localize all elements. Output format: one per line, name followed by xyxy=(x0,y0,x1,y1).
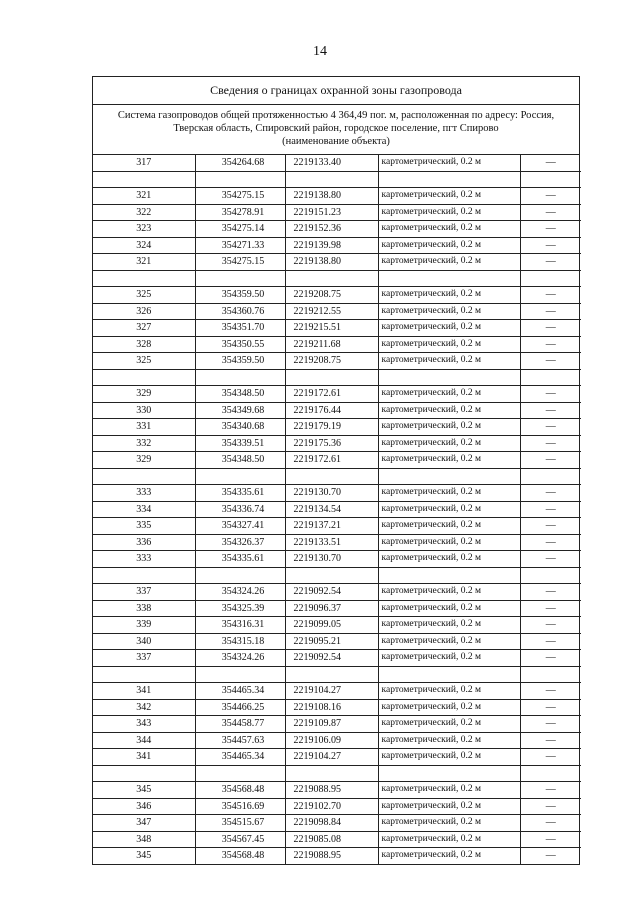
table-row xyxy=(93,254,581,271)
description-cell: — xyxy=(520,303,581,320)
description-cell: — xyxy=(520,402,581,419)
point-number-cell xyxy=(93,171,195,188)
description-cell xyxy=(520,171,581,188)
table-row xyxy=(93,386,581,403)
method-cell xyxy=(378,369,520,386)
y-coordinate-cell: 2219088.95 xyxy=(285,848,378,864)
y-coordinate-cell: 2219211.68 xyxy=(285,336,378,353)
coordinates-table xyxy=(93,155,581,864)
y-coordinate-cell: 2219208.75 xyxy=(285,287,378,304)
description-cell xyxy=(520,765,581,782)
y-coordinate-cell: 2219104.27 xyxy=(285,683,378,700)
point-number-cell: 317 xyxy=(93,155,195,171)
method-cell: картометрический, 0.2 м xyxy=(378,518,520,535)
point-number-cell xyxy=(93,369,195,386)
y-coordinate-cell: 2219138.80 xyxy=(285,188,378,205)
x-coordinate-cell: 354515.67 xyxy=(195,815,285,832)
description-cell: — xyxy=(520,650,581,667)
y-coordinate-cell xyxy=(285,270,378,287)
point-number-cell: 345 xyxy=(93,782,195,799)
y-coordinate-cell: 2219212.55 xyxy=(285,303,378,320)
table-row xyxy=(93,452,581,469)
y-coordinate-cell: 2219130.70 xyxy=(285,485,378,502)
method-cell: картометрический, 0.2 м xyxy=(378,749,520,766)
method-cell: картометрический, 0.2 м xyxy=(378,798,520,815)
x-coordinate-cell: 354457.63 xyxy=(195,732,285,749)
y-coordinate-cell: 2219092.54 xyxy=(285,584,378,601)
method-cell: картометрический, 0.2 м xyxy=(378,584,520,601)
table-row xyxy=(93,617,581,634)
x-coordinate-cell xyxy=(195,765,285,782)
x-coordinate-cell xyxy=(195,567,285,584)
description-cell: — xyxy=(520,749,581,766)
description-cell: — xyxy=(520,452,581,469)
table-row xyxy=(93,485,581,502)
description-cell: — xyxy=(520,287,581,304)
description-cell xyxy=(520,567,581,584)
y-coordinate-cell: 2219133.40 xyxy=(285,155,378,171)
table-row xyxy=(93,765,581,782)
table-row xyxy=(93,419,581,436)
table-row xyxy=(93,303,581,320)
table-row xyxy=(93,320,581,337)
method-cell: картометрический, 0.2 м xyxy=(378,683,520,700)
description-cell: — xyxy=(520,188,581,205)
description-cell: — xyxy=(545,850,556,862)
x-coordinate-cell: 354315.18 xyxy=(195,633,285,650)
x-coordinate-cell: 354466.25 xyxy=(195,699,285,716)
x-coordinate-cell: 354516.69 xyxy=(195,798,285,815)
method-cell: картометрический, 0.2 м xyxy=(378,353,520,370)
y-coordinate-cell: 2219172.61 xyxy=(285,386,378,403)
y-coordinate-cell: 2219109.87 xyxy=(285,716,378,733)
method-cell: картометрический, 0.2 м xyxy=(378,732,520,749)
method-cell: картометрический, 0.2 м xyxy=(378,485,520,502)
method-cell: картометрический, 0.2 м xyxy=(378,435,520,452)
point-number-cell: 325 xyxy=(93,287,195,304)
table-row xyxy=(93,518,581,535)
description-cell xyxy=(520,369,581,386)
description-cell xyxy=(520,270,581,287)
x-coordinate-cell: 354340.68 xyxy=(195,419,285,436)
method-cell: картометрический, 0.2 м xyxy=(378,188,520,205)
point-number-cell: 324 xyxy=(93,237,195,254)
description-cell: — xyxy=(520,254,581,271)
table-row xyxy=(93,716,581,733)
table-row xyxy=(93,848,581,864)
y-coordinate-cell: 2219108.16 xyxy=(285,699,378,716)
description-caption: (наименование объекта) xyxy=(282,136,390,147)
x-coordinate-cell: 354324.26 xyxy=(195,650,285,667)
point-number-cell: 335 xyxy=(93,518,195,535)
description-cell: — xyxy=(520,336,581,353)
point-number-cell xyxy=(93,765,195,782)
x-coordinate-cell: 354567.45 xyxy=(195,831,285,848)
method-cell: картометрический, 0.2 м xyxy=(378,287,520,304)
x-coordinate-cell: 354568.48 xyxy=(195,782,285,799)
coordinates-table-body xyxy=(93,155,581,864)
table-row xyxy=(93,369,581,386)
description-cell xyxy=(520,468,581,485)
y-coordinate-cell xyxy=(285,171,378,188)
page-number: 14 xyxy=(313,44,327,59)
y-coordinate-cell: 2219139.98 xyxy=(285,237,378,254)
x-coordinate-cell: 354359.50 xyxy=(195,287,285,304)
x-coordinate-cell: 354360.76 xyxy=(195,303,285,320)
method-cell: картометрический, 0.2 м xyxy=(378,633,520,650)
table-row xyxy=(93,584,581,601)
method-cell: картометрический, 0.2 м xyxy=(378,155,520,171)
method-cell: картометрический, 0.2 м xyxy=(378,815,520,832)
point-number-cell: 323 xyxy=(93,221,195,238)
x-coordinate-cell: 354275.15 xyxy=(195,188,285,205)
method-cell xyxy=(378,567,520,584)
y-coordinate-cell: 2219134.54 xyxy=(285,501,378,518)
y-coordinate-cell: 2219152.36 xyxy=(285,221,378,238)
description-cell: — xyxy=(520,237,581,254)
table-row xyxy=(93,633,581,650)
method-cell: картометрический, 0.2 м xyxy=(378,336,520,353)
point-number-cell: 328 xyxy=(93,336,195,353)
method-cell xyxy=(378,666,520,683)
method-cell: картометрический, 0.2 м xyxy=(378,303,520,320)
x-coordinate-cell xyxy=(195,369,285,386)
point-number-cell: 321 xyxy=(93,254,195,271)
point-number-cell: 338 xyxy=(93,600,195,617)
table-row xyxy=(93,600,581,617)
y-coordinate-cell: 2219095.21 xyxy=(285,633,378,650)
point-number-cell xyxy=(93,468,195,485)
description-cell: — xyxy=(520,716,581,733)
y-coordinate-cell xyxy=(285,369,378,386)
description-cell: — xyxy=(520,600,581,617)
method-cell: картометрический, 0.2 м xyxy=(378,551,520,568)
description-line-1: Система газопроводов общей протяженностью 4 364,49 пог. м, расположенная по адресу: Россия, xyxy=(117,110,555,121)
table-title: Сведения о границах охранной зоны газопровода xyxy=(93,77,579,105)
x-coordinate-cell: 354335.61 xyxy=(195,485,285,502)
x-coordinate-cell xyxy=(195,270,285,287)
table-row xyxy=(93,155,581,171)
point-number-cell: 334 xyxy=(93,501,195,518)
point-number-cell: 344 xyxy=(93,732,195,749)
description-cell: — xyxy=(520,386,581,403)
table-row xyxy=(93,171,581,188)
method-cell: картометрический, 0.2 м xyxy=(378,534,520,551)
table-row xyxy=(93,435,581,452)
y-coordinate-cell: 2219106.09 xyxy=(285,732,378,749)
y-coordinate-cell: 2219137.21 xyxy=(285,518,378,535)
x-coordinate-cell: 354316.31 xyxy=(195,617,285,634)
method-cell: картометрический, 0.2 м xyxy=(378,650,520,667)
description-cell: — xyxy=(520,435,581,452)
x-coordinate-cell xyxy=(195,171,285,188)
point-number-cell: 346 xyxy=(93,798,195,815)
table-row xyxy=(93,683,581,700)
point-number-cell: 321 xyxy=(93,188,195,205)
y-coordinate-cell: 2219098.84 xyxy=(285,815,378,832)
point-number-cell: 343 xyxy=(93,716,195,733)
point-number-cell: 345 xyxy=(93,848,195,864)
y-coordinate-cell: 2219104.27 xyxy=(285,749,378,766)
description-cell: — xyxy=(520,320,581,337)
description-cell: — xyxy=(520,518,581,535)
point-number-cell: 327 xyxy=(93,320,195,337)
x-coordinate-cell: 354465.34 xyxy=(195,749,285,766)
table-row xyxy=(93,831,581,848)
description-cell: — xyxy=(520,353,581,370)
object-description xyxy=(93,105,579,155)
method-cell: картометрический, 0.2 м xyxy=(378,254,520,271)
x-coordinate-cell: 354326.37 xyxy=(195,534,285,551)
y-coordinate-cell: 2219099.05 xyxy=(285,617,378,634)
x-coordinate-cell: 354325.39 xyxy=(195,600,285,617)
y-coordinate-cell: 2219175.36 xyxy=(285,435,378,452)
table-row xyxy=(93,749,581,766)
y-coordinate-cell xyxy=(285,567,378,584)
y-coordinate-cell: 2219092.54 xyxy=(285,650,378,667)
method-cell: картометрический, 0.2 м xyxy=(378,831,520,848)
boundary-table-sheet xyxy=(92,76,580,865)
point-number-cell: 341 xyxy=(93,683,195,700)
point-number-cell: 329 xyxy=(93,452,195,469)
point-number-cell: 342 xyxy=(93,699,195,716)
point-number-cell: 330 xyxy=(93,402,195,419)
point-number-cell: 341 xyxy=(93,749,195,766)
description-cell: — xyxy=(520,617,581,634)
description-cell: — xyxy=(520,485,581,502)
method-cell: картометрический, 0.2 м xyxy=(378,402,520,419)
table-row xyxy=(93,468,581,485)
method-cell: картометрический, 0.2 м xyxy=(378,716,520,733)
description-cell: — xyxy=(520,699,581,716)
y-coordinate-cell: 2219179.19 xyxy=(285,419,378,436)
method-cell: картометрический, 0.2 м xyxy=(378,848,520,864)
table-row xyxy=(93,270,581,287)
description-cell: — xyxy=(520,221,581,238)
y-coordinate-cell: 2219096.37 xyxy=(285,600,378,617)
x-coordinate-cell xyxy=(195,666,285,683)
x-coordinate-cell: 354351.70 xyxy=(195,320,285,337)
table-row xyxy=(93,551,581,568)
y-coordinate-cell: 2219130.70 xyxy=(285,551,378,568)
y-coordinate-cell xyxy=(285,765,378,782)
x-coordinate-cell: 354335.61 xyxy=(195,551,285,568)
description-cell: — xyxy=(520,831,581,848)
description-cell: — xyxy=(520,683,581,700)
x-coordinate-cell: 354359.50 xyxy=(195,353,285,370)
method-cell: картометрический, 0.2 м xyxy=(378,452,520,469)
table-row xyxy=(93,237,581,254)
table-row xyxy=(93,732,581,749)
method-cell: картометрический, 0.2 м xyxy=(378,419,520,436)
y-coordinate-cell xyxy=(285,468,378,485)
method-cell: картометрический, 0.2 м xyxy=(378,617,520,634)
table-row xyxy=(93,699,581,716)
x-coordinate-cell: 354350.55 xyxy=(195,336,285,353)
y-coordinate-cell: 2219208.75 xyxy=(285,353,378,370)
table-row xyxy=(93,336,581,353)
y-coordinate-cell: 2219085.08 xyxy=(285,831,378,848)
x-coordinate-cell: 354278.91 xyxy=(195,204,285,221)
x-coordinate-cell: 354568.48 xyxy=(195,848,285,864)
y-coordinate-cell xyxy=(285,666,378,683)
method-cell: картометрический, 0.2 м xyxy=(378,699,520,716)
x-coordinate-cell: 354458.77 xyxy=(195,716,285,733)
point-number-cell: 348 xyxy=(93,831,195,848)
description-line-2: Тверская область, Спировский район, городское поселение, пгт Спирово xyxy=(173,123,499,134)
y-coordinate-cell: 2219172.61 xyxy=(285,452,378,469)
point-number-cell: 337 xyxy=(93,650,195,667)
table-row xyxy=(93,501,581,518)
method-cell xyxy=(378,468,520,485)
y-coordinate-cell: 2219133.51 xyxy=(285,534,378,551)
table-row xyxy=(93,287,581,304)
table-row xyxy=(93,221,581,238)
description-cell: — xyxy=(520,534,581,551)
y-coordinate-cell: 2219215.51 xyxy=(285,320,378,337)
description-cell: — xyxy=(520,155,581,171)
x-coordinate-cell: 354348.50 xyxy=(195,452,285,469)
x-coordinate-cell: 354339.51 xyxy=(195,435,285,452)
description-cell: — xyxy=(520,204,581,221)
y-coordinate-cell: 2219138.80 xyxy=(285,254,378,271)
x-coordinate-cell: 354324.26 xyxy=(195,584,285,601)
description-cell: — xyxy=(520,551,581,568)
y-coordinate-cell: 2219102.70 xyxy=(285,798,378,815)
method-cell: картометрический, 0.2 м xyxy=(378,221,520,238)
table-row xyxy=(93,353,581,370)
method-cell: картометрический, 0.2 м xyxy=(378,237,520,254)
description-cell: — xyxy=(520,419,581,436)
table-row xyxy=(93,567,581,584)
y-coordinate-cell: 2219176.44 xyxy=(285,402,378,419)
point-number-cell xyxy=(93,270,195,287)
x-coordinate-cell: 354275.15 xyxy=(195,254,285,271)
point-number-cell: 333 xyxy=(93,551,195,568)
method-cell xyxy=(378,765,520,782)
point-number-cell: 340 xyxy=(93,633,195,650)
point-number-cell: 333 xyxy=(93,485,195,502)
x-coordinate-cell xyxy=(195,468,285,485)
x-coordinate-cell: 354271.33 xyxy=(195,237,285,254)
table-row xyxy=(93,666,581,683)
x-coordinate-cell: 354275.14 xyxy=(195,221,285,238)
point-number-cell xyxy=(93,567,195,584)
table-row xyxy=(93,815,581,832)
point-number-cell: 339 xyxy=(93,617,195,634)
point-number-cell: 329 xyxy=(93,386,195,403)
description-cell: — xyxy=(520,732,581,749)
point-number-cell: 325 xyxy=(93,353,195,370)
table-row xyxy=(93,798,581,815)
point-number-cell: 332 xyxy=(93,435,195,452)
table-row xyxy=(93,782,581,799)
table-row xyxy=(93,534,581,551)
method-cell xyxy=(378,171,520,188)
method-cell: картометрический, 0.2 м xyxy=(378,320,520,337)
table-row xyxy=(93,402,581,419)
table-row xyxy=(93,188,581,205)
point-number-cell: 326 xyxy=(93,303,195,320)
x-coordinate-cell: 354327.41 xyxy=(195,518,285,535)
description-cell: — xyxy=(520,798,581,815)
method-cell: картометрический, 0.2 м xyxy=(378,386,520,403)
x-coordinate-cell: 354336.74 xyxy=(195,501,285,518)
point-number-cell: 331 xyxy=(93,419,195,436)
x-coordinate-cell: 354349.68 xyxy=(195,402,285,419)
point-number-cell: 347 xyxy=(93,815,195,832)
point-number-cell: 336 xyxy=(93,534,195,551)
description-cell: — xyxy=(520,633,581,650)
x-coordinate-cell: 354465.34 xyxy=(195,683,285,700)
point-number-cell xyxy=(93,666,195,683)
y-coordinate-cell: 2219151.23 xyxy=(285,204,378,221)
x-coordinate-cell: 354348.50 xyxy=(195,386,285,403)
point-number-cell: 337 xyxy=(93,584,195,601)
description-cell: — xyxy=(520,815,581,832)
table-row xyxy=(93,204,581,221)
point-number-cell: 322 xyxy=(93,204,195,221)
description-cell: — xyxy=(520,782,581,799)
description-cell: — xyxy=(520,501,581,518)
x-coordinate-cell: 354264.68 xyxy=(195,155,285,171)
description-cell xyxy=(520,666,581,683)
method-cell: картометрический, 0.2 м xyxy=(378,600,520,617)
method-cell: картометрический, 0.2 м xyxy=(378,782,520,799)
method-cell xyxy=(378,270,520,287)
method-cell: картометрический, 0.2 м xyxy=(378,501,520,518)
table-row xyxy=(93,650,581,667)
y-coordinate-cell: 2219088.95 xyxy=(285,782,378,799)
method-cell: картометрический, 0.2 м xyxy=(378,204,520,221)
description-cell: — xyxy=(520,584,581,601)
